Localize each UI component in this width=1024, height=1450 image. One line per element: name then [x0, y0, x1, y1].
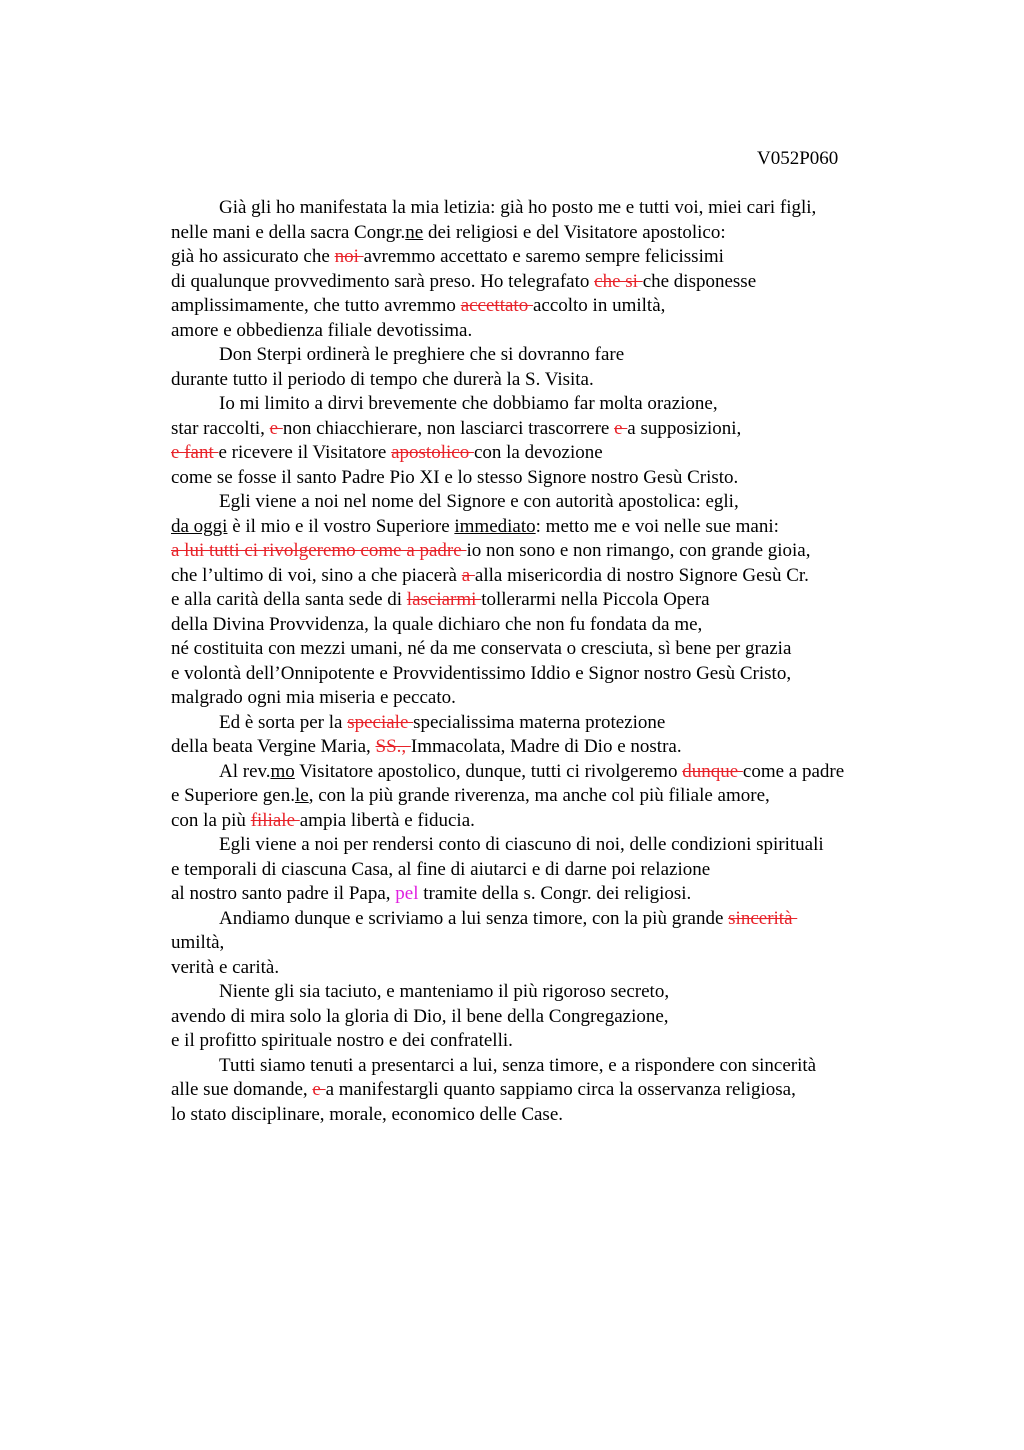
text-segment: avremmo accettato e saremo sempre felicissimi	[363, 246, 724, 267]
text-segment: e ricevere il Visitatore	[218, 442, 392, 463]
page-identifier: V052P060	[757, 148, 839, 169]
text-line	[171, 833, 931, 858]
letter-body	[171, 196, 931, 1127]
text-line	[171, 613, 931, 638]
deleted-text: noi	[334, 246, 364, 267]
text-line	[171, 907, 931, 932]
text-line	[171, 294, 931, 319]
text-segment: malgrado ogni mia miseria e peccato.	[171, 687, 456, 708]
underlined-text: mo	[270, 760, 295, 782]
text-segment: della Divina Provvidenza, la quale dichiaro che non fu fondata da me,	[171, 613, 703, 635]
text-line	[171, 760, 931, 785]
text-segment: che disponesse	[642, 270, 757, 292]
text-line	[171, 931, 931, 956]
deleted-text: dunque	[682, 760, 743, 782]
text-line	[171, 245, 931, 270]
text-segment: , con la più grande riverenza, ma anche col più filiale amore,	[308, 785, 770, 806]
deleted-text: lasciarmi	[406, 589, 482, 610]
text-segment: amore e obbedienza filiale devotissima.	[171, 319, 473, 341]
deleted-text: a	[461, 564, 475, 586]
text-segment: con la più	[171, 809, 251, 831]
text-line	[171, 858, 931, 883]
text-line	[171, 662, 931, 687]
text-segment: Niente gli sia taciuto, e manteniamo il più rigoroso secreto,	[219, 981, 670, 1002]
underlined-text: ne	[405, 221, 424, 243]
text-segment: Don Sterpi ordinerà le preghiere che si dovranno fare	[219, 344, 625, 365]
text-segment: io non sono e non rimango, con grande gioia,	[466, 540, 811, 561]
text-line	[171, 564, 931, 589]
text-line	[171, 1054, 931, 1079]
deleted-text: filiale	[250, 809, 300, 831]
text-line	[171, 735, 931, 760]
text-segment: di qualunque provvedimento sarà preso. Ho telegrafato	[171, 270, 595, 292]
deleted-text: che si	[594, 270, 643, 292]
text-line	[171, 196, 931, 221]
text-segment: già ho assicurato che	[171, 246, 335, 267]
text-segment: e temporali di ciascuna Casa, al fine di aiutarci e di darne poi relazione	[171, 858, 711, 880]
text-segment: alle sue domande,	[171, 1079, 313, 1100]
text-segment: dei religiosi e del Visitatore apostolico:	[423, 221, 726, 243]
text-segment: Egli viene a noi per rendersi conto di ciascuno di noi, delle condizioni spirituali	[219, 834, 824, 855]
text-line	[171, 539, 931, 564]
text-line	[171, 1103, 931, 1128]
text-segment: Già gli ho manifestata la mia letizia: già ho posto me e tutti voi, miei cari figli,	[219, 197, 817, 218]
text-segment: accolto in umiltà,	[532, 295, 666, 316]
inserted-text: pel	[395, 883, 419, 904]
underlined-text: le	[294, 785, 309, 806]
text-segment: al nostro santo padre il Papa,	[171, 883, 396, 904]
text-line	[171, 343, 931, 368]
text-segment: avendo di mira solo la gloria di Dio, il bene della Congregazione,	[171, 1005, 669, 1027]
text-segment: e Superiore gen.	[171, 785, 295, 806]
text-segment: : metto me e voi nelle sue mani:	[535, 515, 779, 537]
text-segment: non chiacchierare, non lasciarci trascorrere	[282, 417, 615, 439]
text-segment: che l’ultimo di voi, sino a che piacerà	[171, 564, 462, 586]
text-segment: tollerarmi nella Piccola Opera	[481, 589, 710, 610]
text-line	[171, 1029, 931, 1054]
text-segment: come se fosse il santo Padre Pio XI e lo stesso Signore nostro Gesù Cristo.	[171, 466, 739, 488]
text-segment: Ed è sorta per la	[219, 711, 348, 733]
underlined-text: immediato	[454, 515, 536, 537]
text-line	[171, 466, 931, 491]
underlined-text: da oggi	[171, 515, 228, 537]
text-line	[171, 368, 931, 393]
text-segment: come a padre	[742, 760, 845, 782]
text-line	[171, 711, 931, 736]
deleted-text: e	[614, 417, 628, 439]
text-segment: ampia libertà e fiducia.	[299, 809, 475, 831]
deleted-text: speciale	[347, 711, 414, 733]
text-segment: verità e carità.	[171, 956, 280, 978]
text-line	[171, 1078, 931, 1103]
text-segment: Immacolata, Madre di Dio e nostra.	[410, 736, 682, 757]
text-segment: Visitatore apostolico, dunque, tutti ci rivolgeremo	[294, 760, 683, 782]
text-segment: a manifestargli quanto sappiamo circa la osservanza religiosa,	[325, 1079, 796, 1100]
text-segment: a supposizioni,	[627, 417, 742, 439]
text-segment: tramite della s. Congr. dei religiosi.	[418, 883, 692, 904]
text-line	[171, 515, 931, 540]
text-line	[171, 588, 931, 613]
text-line	[171, 490, 931, 515]
text-segment: della beata Vergine Maria,	[171, 736, 376, 757]
text-segment: con la devozione	[473, 442, 603, 463]
text-line	[171, 392, 931, 417]
text-segment: e volontà dell’Onnipotente e Provvidentissimo Iddio e Signor nostro Gesù Cristo,	[171, 662, 792, 684]
text-line	[171, 686, 931, 711]
text-segment: nelle mani e della sacra Congr.	[171, 221, 406, 243]
text-segment: Io mi limito a dirvi brevemente che dobbiamo far molta orazione,	[219, 393, 718, 414]
text-segment: Egli viene a noi nel nome del Signore e con autorità apostolica: egli,	[219, 491, 739, 512]
text-segment: durante tutto il periodo di tempo che durerà la S. Visita.	[171, 368, 594, 390]
text-segment: Andiamo dunque e scriviamo a lui senza timore, con la più grande	[219, 907, 729, 929]
deleted-text: e fant	[171, 442, 219, 463]
text-line	[171, 417, 931, 442]
text-line	[171, 956, 931, 981]
deleted-text: apostolico	[391, 442, 474, 463]
text-segment: Al rev.	[219, 760, 271, 782]
deleted-text: SS.,	[375, 736, 411, 757]
text-line	[171, 980, 931, 1005]
deleted-text: accettato	[460, 295, 533, 316]
text-segment: e il profitto spirituale nostro e dei confratelli.	[171, 1030, 513, 1051]
text-segment: e alla carità della santa sede di	[171, 589, 407, 610]
deleted-text: sincerità	[728, 907, 798, 929]
text-line	[171, 882, 931, 907]
text-line	[171, 221, 931, 246]
text-segment: star raccolti,	[171, 417, 270, 439]
text-line	[171, 1005, 931, 1030]
deleted-text: e	[312, 1079, 326, 1100]
text-segment: amplissimamente, che tutto avremmo	[171, 295, 461, 316]
text-segment: Tutti siamo tenuti a presentarci a lui, senza timore, e a rispondere con sincerità	[219, 1054, 817, 1076]
text-line	[171, 809, 931, 834]
text-line	[171, 319, 931, 344]
text-segment: né costituita con mezzi umani, né da me conservata o cresciuta, sì bene per grazia	[171, 638, 792, 659]
text-line	[171, 784, 931, 809]
text-line	[171, 441, 931, 466]
text-line	[171, 637, 931, 662]
text-segment: alla misericordia di nostro Signore Gesù Cr.	[474, 564, 809, 586]
deleted-text: e	[269, 417, 283, 439]
deleted-text: a lui tutti ci rivolgeremo come a padre	[171, 540, 467, 561]
text-segment: umiltà,	[171, 932, 225, 953]
text-segment: è il mio e il vostro Superiore	[227, 515, 455, 537]
text-line	[171, 270, 931, 295]
text-segment: lo stato disciplinare, morale, economico delle Case.	[171, 1103, 564, 1125]
text-segment: specialissima materna protezione	[413, 711, 666, 733]
